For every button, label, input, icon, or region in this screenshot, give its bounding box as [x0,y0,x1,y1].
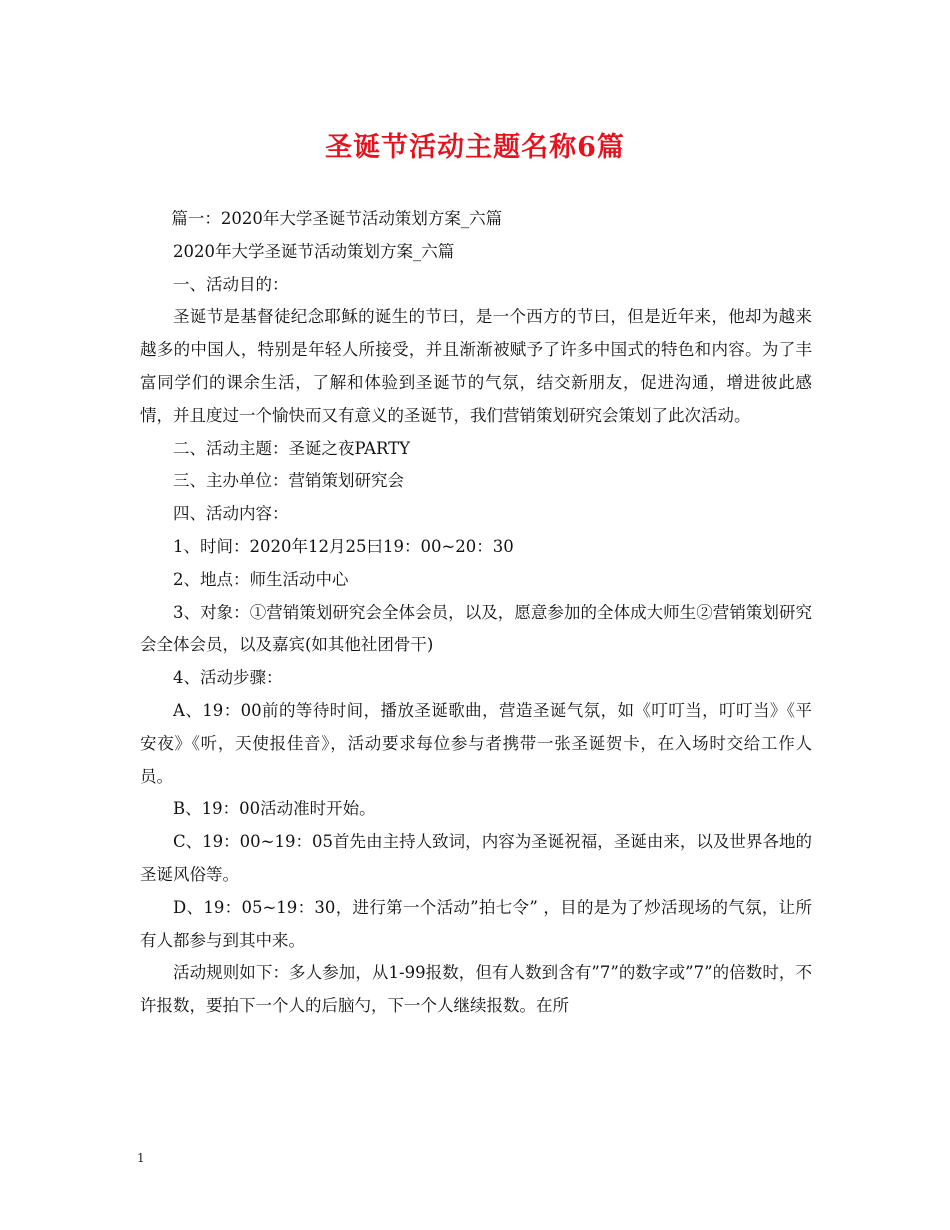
document-title: 圣诞节活动主题名称6篇 [325,132,625,163]
document-body [140,203,812,1023]
paragraph-2: 2020年大学圣诞节活动策划方案_六篇 [173,241,455,261]
paragraph-14: C、19：00~19：05首先由主持人致词，内容为圣诞祝福，圣诞由来，以及世界各地的圣诞风俗等。 [140,832,812,884]
paragraph-7: 四、活动内容： [173,504,289,524]
paragraph-13: B、19：00活动准时开始。 [173,799,376,819]
paragraph-10: 3、对象：①营销策划研究会全体会员，以及，愿意参加的全体成大师生②营销策划研究会全体会员，以及嘉宾(如其他社团骨干) [140,602,812,655]
paragraph-12: A、19：00前的等待时间，播放圣诞歌曲，营造圣诞气氛，如《叮叮当，叮叮当》《平安夜》《听，天使报佳音》，活动要求每位参与者携带一张圣诞贺卡，在入场时交给工作人员。 [140,700,812,786]
paragraph-9: 2、地点：师生活动中心 [173,569,349,589]
paragraph-5: 二、活动主题：圣诞之夜PARTY [173,438,411,458]
paragraph-11: 4、活动步骤： [173,668,283,688]
paragraph-15: D、19：05~19：30，进行第一个活动”拍七令” ，目的是为了炒活现场的气氛，让所有人都参与到其中来。 [140,897,812,950]
paragraph-1: 篇一：2020年大学圣诞节活动策划方案_六篇 [171,209,503,228]
paragraph-3: 一、活动目的： [173,274,289,294]
paragraph-8: 1、时间：2020年12月25曰19：00~20：30 [173,536,514,556]
paragraph-4: 圣诞节是基督徒纪念耶稣的诞生的节曰，是一个西方的节曰，但是近年来，他却为越来越多的中国人，特别是年轻人所接受，并且渐渐被赋予了许多中国式的特色和内容。为了丰富同学们的课余生活，了解和体验到圣诞节的气氛，结交新朋友，促进沟通，增进彼此感情，并且度过一个愉快而又有意义的圣诞节，我们营销策划研究会策划了此次活动。 [140,307,812,425]
paragraph-16: 活动规则如下：多人参加，从1-99报数，但有人数到含有”7”的数字或”7”的倍数时，不许报数，要拍下一个人的后脑勺，下一个人继续报数。在所 [140,963,812,1016]
page-number: 1 [137,1151,145,1165]
paragraph-6: 三、主办单位：营销策划研究会 [173,471,404,491]
